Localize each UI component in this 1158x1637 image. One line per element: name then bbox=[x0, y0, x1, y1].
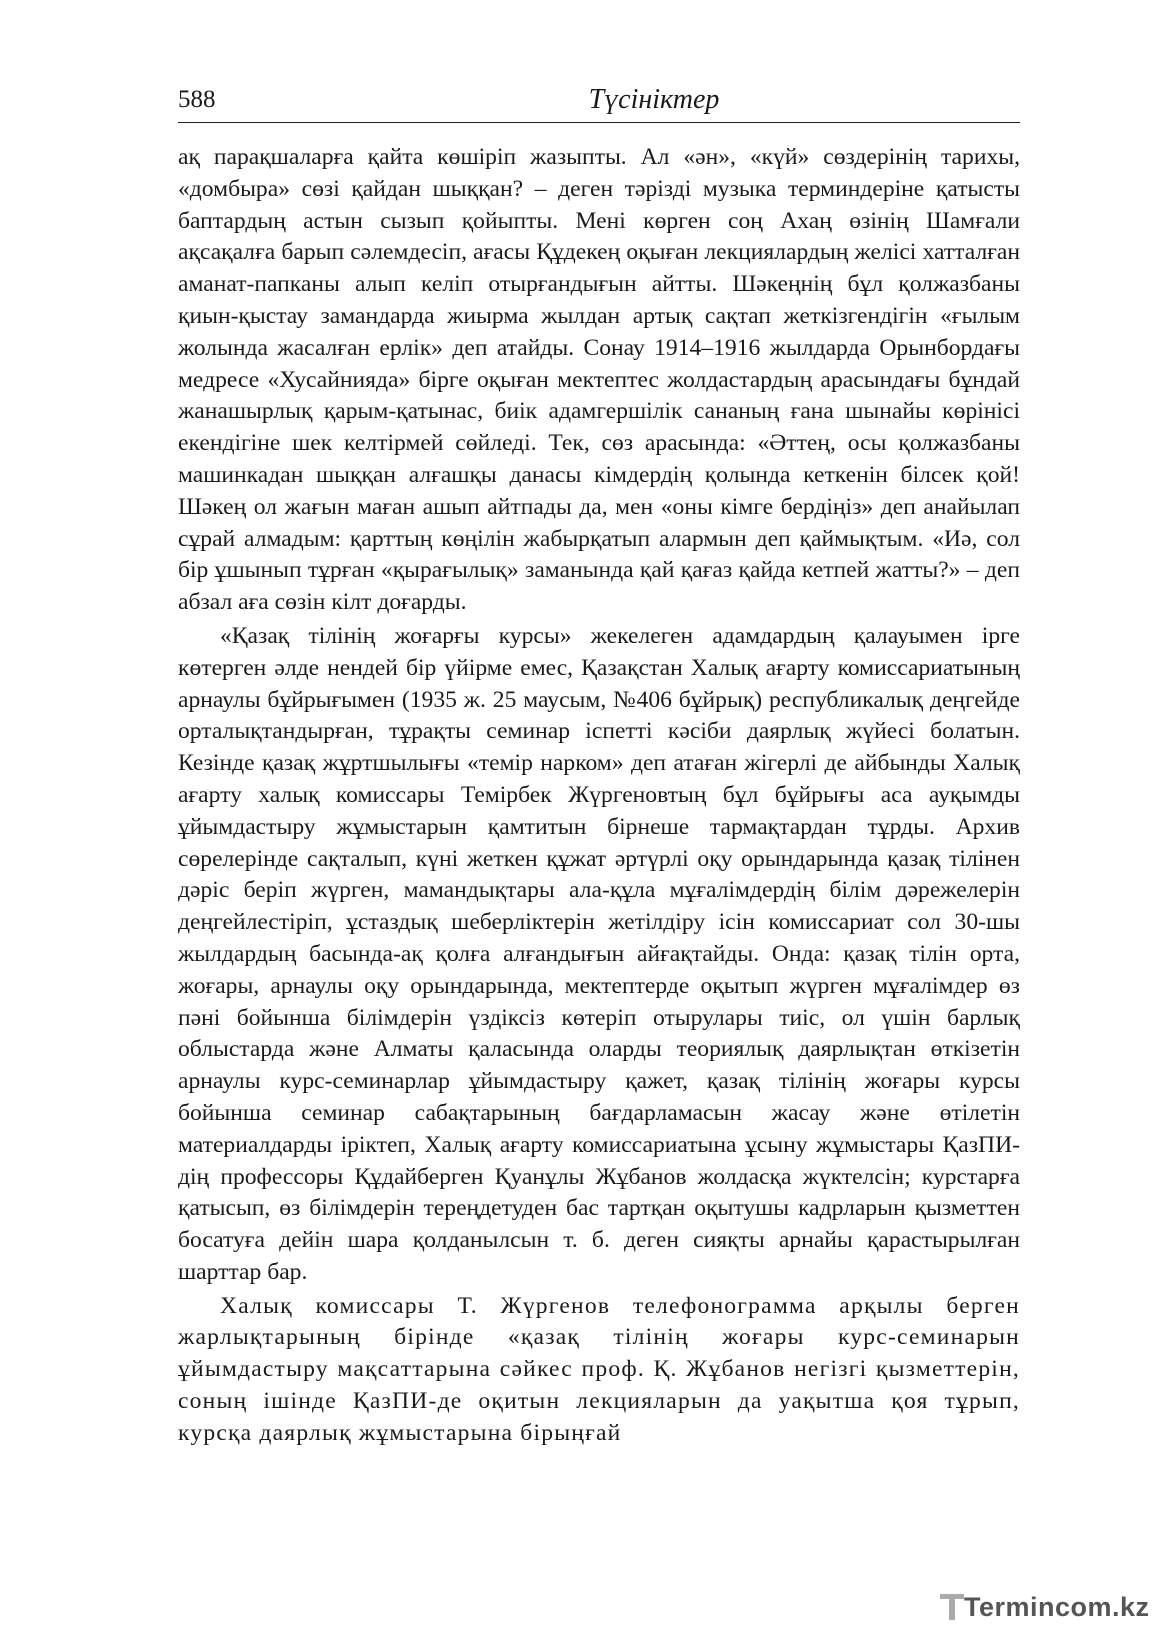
watermark-text: Termincom.kz bbox=[964, 1592, 1150, 1622]
site-watermark bbox=[940, 1590, 1150, 1630]
body-text bbox=[178, 142, 1020, 1450]
paragraph-1: ақ парақшаларға қайта көшіріп жазыпты. Ал «ән», «күй» сөздерінің тарихы, «домбыра» сөзі қайдан шыққан? – деген тәрізді музыка терминдеріне қатысты баптардың астын сызып қойыпты. Мені көрген соң Ахаң өзінің Шамғали ақсақалға барып сәлемдесіп, ағасы Құдекең оқыған лекциялардың желісі хатталған аманат-папканы алып келіп отырғандығын айтты. Шәкеңнің бұл қолжазбаны қиын-қыстау замандарда жиырма жылдан артық сақтап жеткізгендігін «ғылым жолында жасалған ерлік» деп атайды. Сонау 1914–1916 жылдарда Орынбордағы медресе «Хусайнияда» бірге оқыған мектептес жолдастардың арасындағы бұндай жанашырлық қарым-қатынас, биік адамгершілік сананың ғана шынайы көрінісі екендігіне шек келтірмей сөйледі. Тек, сөз арасында: «Әттең, осы қолжазбаны машинкадан шыққан алғашқы данасы кімдердің қолында кеткенін білсек қой! Шәкең ол жағын маған ашып айтпады да, мен «оны кімге бердіңіз» деп анайылап сұрай алмадым: қарттың көңілін жабырқатып алармын деп қаймықтым. «Иә, сол бір ұшынып тұрған «қырағылық» заманында қай қағаз қайда кетпей жатты?» – деп абзал аға сөзін кілт доғарды. bbox=[178, 144, 1020, 616]
paragraph-2: «Қазақ тілінің жоғарғы курсы» жекелеген адамдардың қалауымен ірге көтерген әлде нендей бір үйірме емес, Қазақстан Халық ағарту комиссариатының арнаулы бұйрығымен (1935 ж. 25 маусым, №406 бұйрық) республикалық деңгейде орталықтандырған, тұрақты семинар іспетті кәсіби даярлық жүйесі болатын. Кезінде қазақ жұртшылығы «темір нарком» деп атаған жігерлі де айбынды Халық ағарту халық комиссары Темірбек Жүргеновтың бұл бұйрығы аса ауқымды ұйымдастыру жұмыстарын қамтитын бірнеше тармақтардан тұрды. Архив сөрелерінде сақталып, күні жеткен құжат әртүрлі оқу орындарында қазақ тілінен дәріс беріп жүрген, мамандықтары ала-құла мұғалімдердің білім дәрежелерін деңгейлестіріп, ұстаздық шеберліктерін жетілдіру ісін комиссариат сол 30-шы жылдардың басында-ақ қолға алғандығын айғақтайды. Онда: қазақ тілін орта, жоғары, арнаулы оқу орындарында, мектептерде оқытып жүрген мұғалімдер өз пәні бойынша білімдерін үздіксіз көтеріп отырулары тиіс, ол үшін барлық облыстарда және Алматы қаласында оларды теориялық даярлықтан өткізетін арнаулы курс-семинарлар ұйымдастыру қажет, қазақ тілінің жоғары курсы бойынша семинар сабақтарының бағдарламасын жасау және өтілетін материалдарды іріктеп, Халық ағарту комиссариатына ұсыну жұмыстары ҚазПИ-дің профессоры Құдайберген Қуанұлы Жұбанов жолдасқа жүктелсін; курстарға қатысып, өз білімдерін тереңдетуден бас тартқан оқытушы кадрларын қызметтен босатуға дейін шара қолданылсын т. б. деген сияқты арнайы қарастырылған шарттар бар. bbox=[178, 622, 1020, 1285]
paragraph-3: Халық комиссары Т. Жүргенов телефонограмма арқылы берген жарлықтарының бірінде «қазақ тілінің жоғары курс-семинарын ұйымдастыру мақсаттарына сәйкес проф. Қ. Жұбанов негізгі қызметтерін, соның ішінде ҚазПИ-де оқитын лекцияларын да уақытша қоя тұрып, курсқа даярлық жұмыстарына бірыңғай bbox=[178, 1292, 1020, 1446]
running-title: Түсініктер bbox=[588, 84, 720, 115]
page-number: 588 bbox=[178, 86, 216, 113]
page-header bbox=[178, 82, 1020, 123]
